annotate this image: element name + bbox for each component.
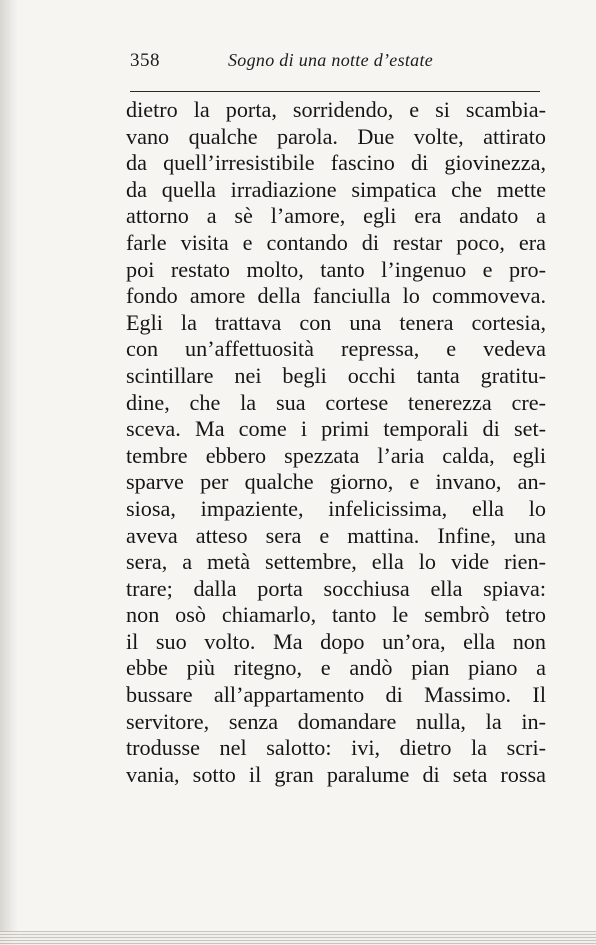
text-line: non osò chiamarlo, tanto le sembrò tetro xyxy=(126,602,546,628)
text-line: dine, che la sua cortese tenerezza cre- xyxy=(126,389,546,415)
body-text xyxy=(126,97,546,788)
running-header xyxy=(130,50,542,84)
text-line: da quella irradiazione simpatica che mette xyxy=(126,176,546,202)
text-line: poi restato molto, tanto l’ingenuo e pro- xyxy=(126,256,546,282)
text-line: sceva. Ma come i primi temporali di set- xyxy=(126,416,546,442)
page-gutter-shadow xyxy=(0,0,18,945)
text-line: sparve per qualche giorno, e invano, an- xyxy=(126,469,546,495)
text-line: il suo volto. Ma dopo un’ora, ella non xyxy=(126,628,546,654)
text-line: bussare all’appartamento di Massimo. Il xyxy=(126,682,546,708)
text-line: attorno a sè l’amore, egli era andato a xyxy=(126,203,546,229)
text-line: trodusse nel salotto: ivi, dietro la scri- xyxy=(126,735,546,761)
text-line: vano qualche parola. Due volte, attirato xyxy=(126,123,546,149)
text-line: scintillare nei begli occhi tanta gratitu- xyxy=(126,362,546,388)
text-line: vania, sotto il gran paralume di seta rossa xyxy=(126,761,546,787)
text-line: servitore, senza domandare nulla, la in- xyxy=(126,708,546,734)
text-line: sera, a metà settembre, ella lo vide rien- xyxy=(126,549,546,575)
page-bottom-edge xyxy=(0,931,596,945)
text-line: dietro la porta, sorridendo, e si scambia- xyxy=(126,97,546,122)
page-number: 358 xyxy=(130,50,160,71)
running-title: Sogno di una notte d’estate xyxy=(228,50,434,70)
text-line: Egli la trattava con una tenera cortesia, xyxy=(126,309,546,335)
header-rule xyxy=(130,91,540,92)
text-line: ebbe più ritegno, e andò pian piano a xyxy=(126,655,546,681)
text-line: trare; dalla porta socchiusa ella spiava: xyxy=(126,575,546,601)
text-line: con un’affettuosità repressa, e vedeva xyxy=(126,336,546,362)
text-line: tembre ebbero spezzata l’aria calda, egli xyxy=(126,442,546,468)
text-line: da quell’irresistibile fascino di giovinezza, xyxy=(126,150,546,176)
text-line: fondo amore della fanciulla lo commoveva. xyxy=(126,283,546,309)
text-line: farle visita e contando di restar poco, era xyxy=(126,229,546,255)
text-line: siosa, impaziente, infelicissima, ella lo xyxy=(126,495,546,521)
text-line: aveva atteso sera e mattina. Infine, una xyxy=(126,522,546,548)
